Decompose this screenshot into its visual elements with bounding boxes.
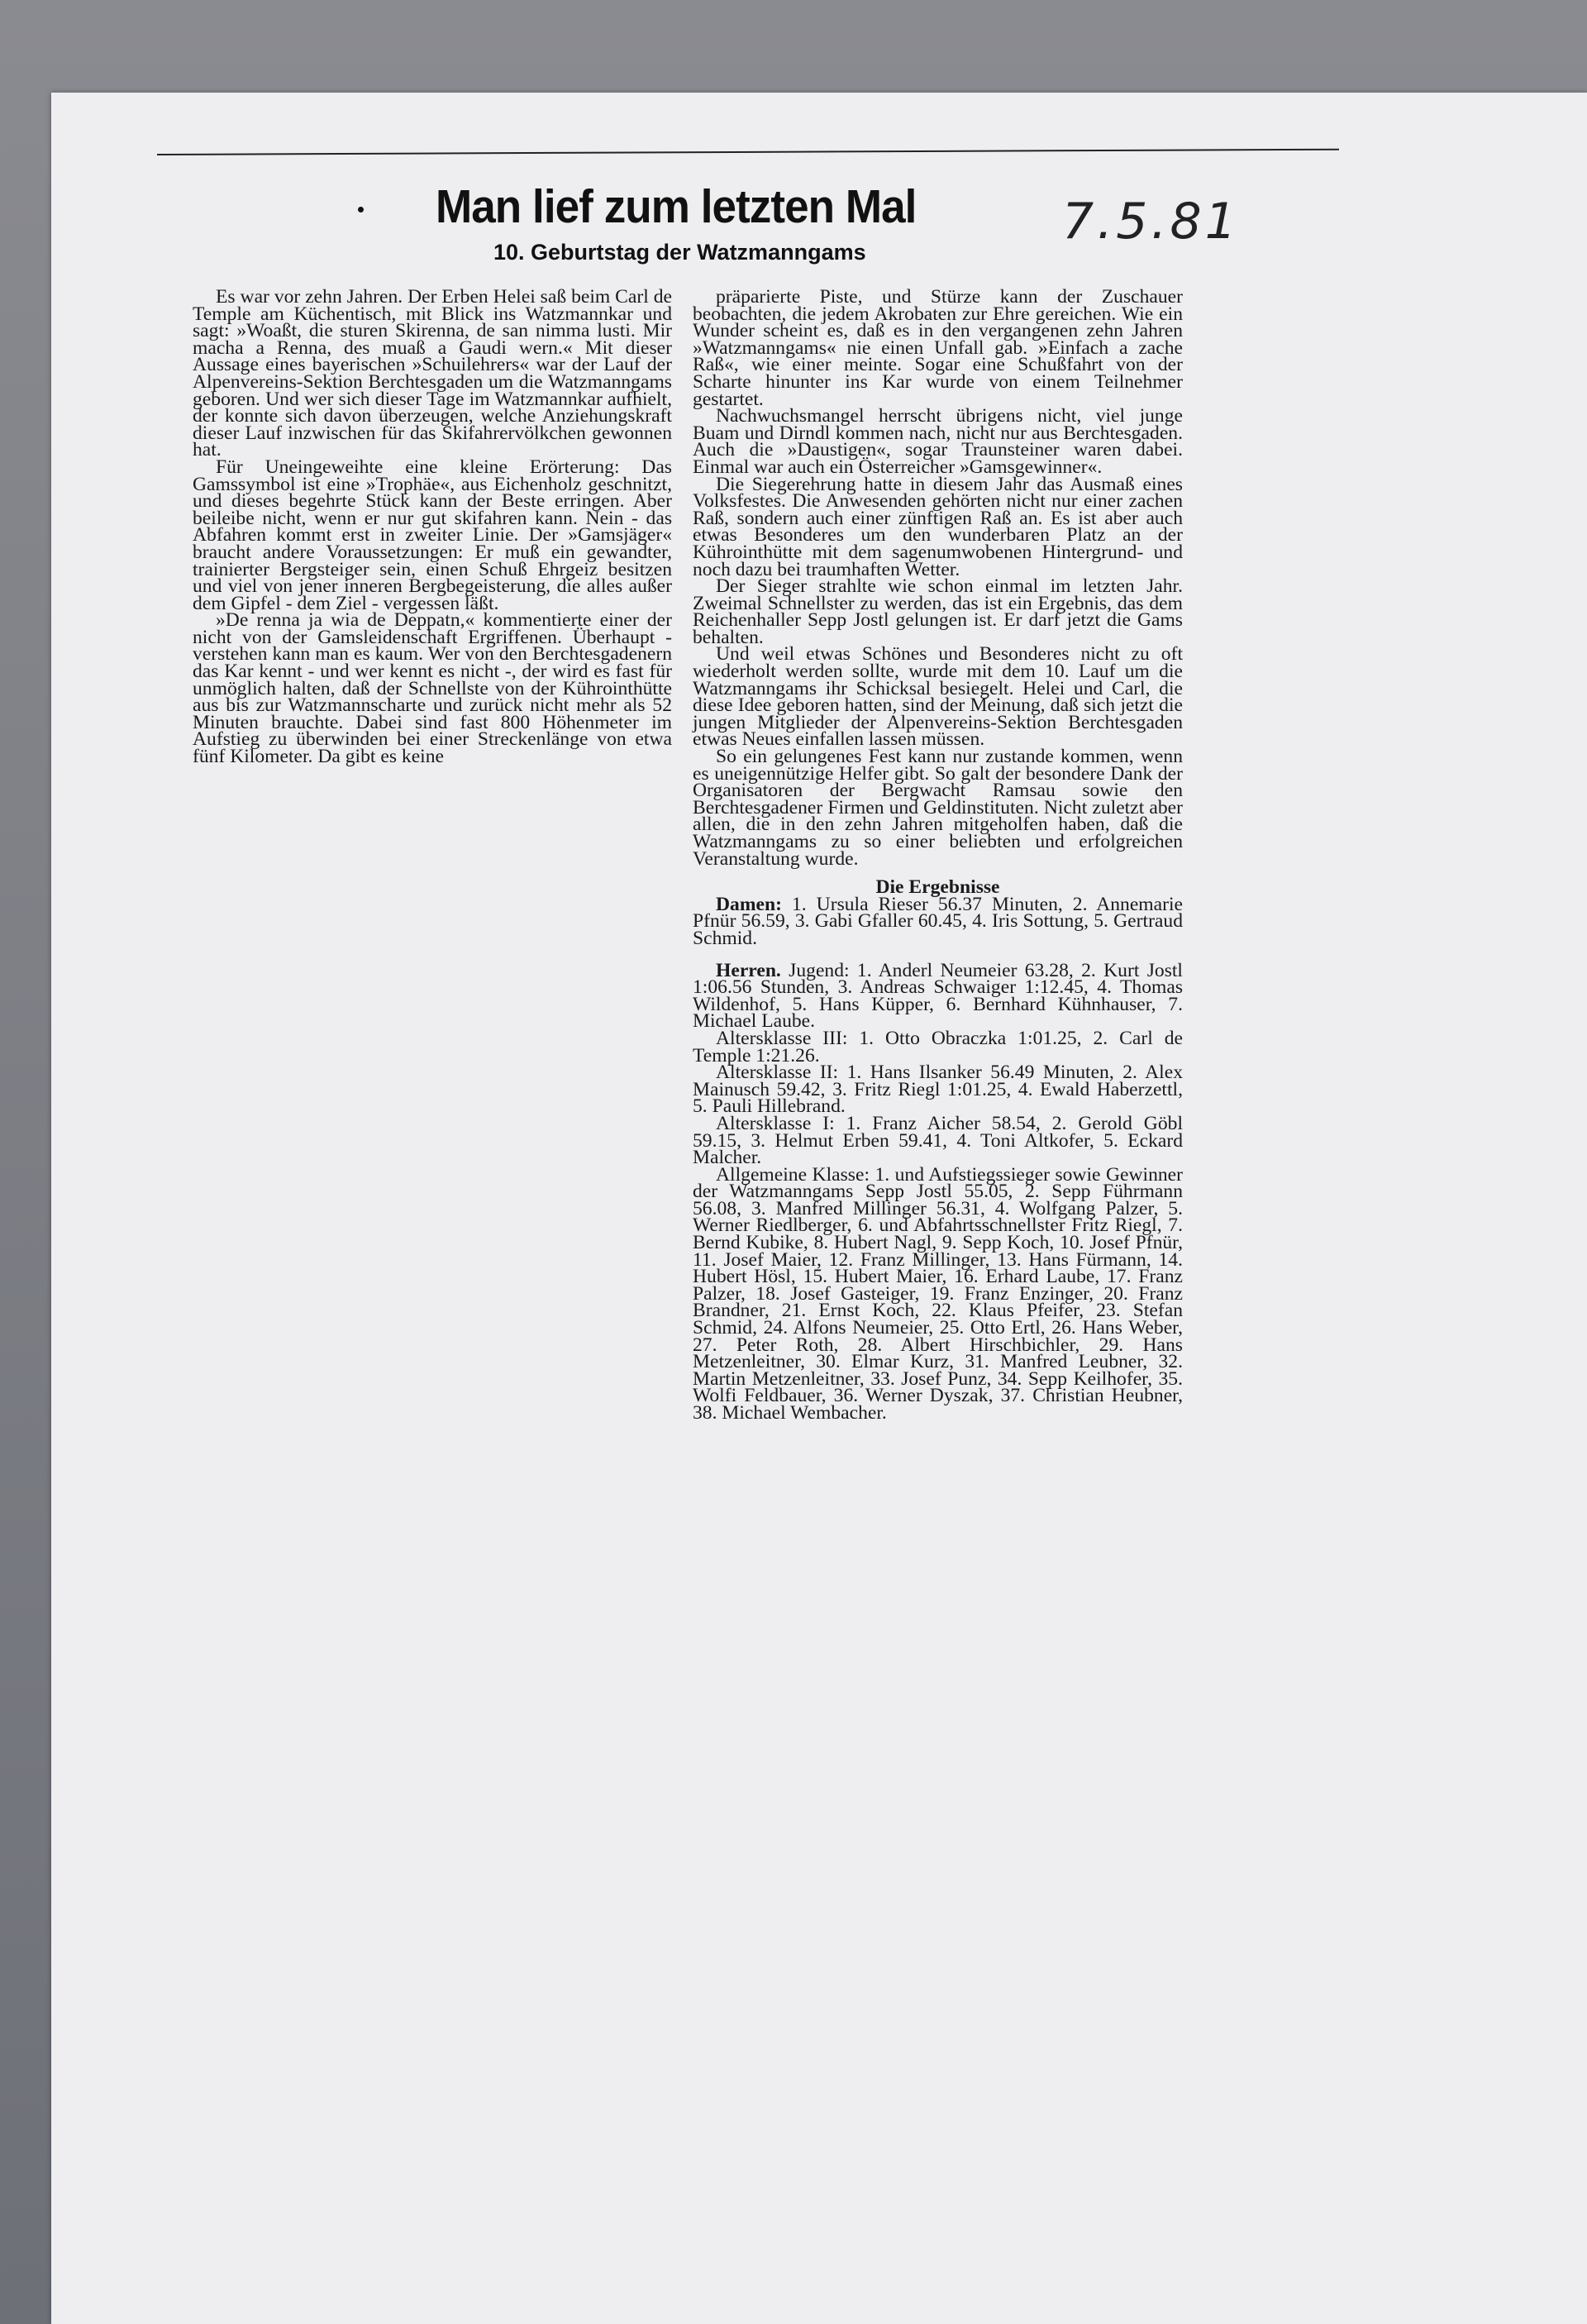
results-herren [693, 959, 1183, 1033]
paragraph: Die Siegerehrung hatte in diesem Jahr das Ausmaß eines Volksfestes. Die Anwesenden gehörten nicht nur einer zachen Raß, sondern auch einer zünftigen Raß an. Es ist aber auch etwas Besonderes um den wunderbaren Platz an der Kührointhütte mit dem sagenumwobenen Hintergrund- und noch dazu bei traumhaften Wetter. [693, 473, 1183, 580]
paragraph: »De renna ja wia de Deppatn,« kommentierte einer der nicht von der Gamsleidenschaft Ergriffenen. Überhaupt - verstehen kann man es kaum. Wer von den Berchtesgadenern das Kar kennt - und wer kennt es nicht -, der wird es fast für unmöglich halten, daß der Schnellste von der Kührointhütte aus bis zur Watzmannscharte und zurück nicht mehr als 52 Minuten brauchte. Dabei sind fast 800 Höhenmeter im Aufstieg zu überwinden bei einer Streckenlänge von etwa fünf Kilometer. Da gibt es keine [193, 609, 672, 768]
results-altersklasse-3: Altersklasse III: 1. Otto Obraczka 1:01.25, 2. Carl de Temple 1:21.26. [693, 1027, 1183, 1067]
article-subheadline: 10. Geburtstag der Watzmanngams [493, 240, 866, 265]
handwritten-date: 7.5.81 [1062, 193, 1240, 251]
paragraph: So ein gelungenes Fest kann nur zustande kommen, wenn es uneigennützige Helfer gibt. So galt der besondere Dank der Organisatoren der Bergwacht Ramsau sowie den Berchtesgadener Firmen und Geldinstituten. Nicht zuletzt aber allen, die in den zehn Jahren mitgeholfen haben, daß die Watzmanngams zu so einer beliebten und erfolgreichen Veranstaltung wurde. [693, 746, 1183, 870]
results-herren-label: Herren. [716, 959, 781, 981]
article-column-right [693, 286, 1184, 1424]
article-headline: Man lief zum letzten Mal [436, 180, 917, 233]
results-damen-label: Damen: [716, 893, 782, 915]
paragraph: präparierte Piste, und Stürze kann der Zuschauer beobachten, die jedem Akrobaten zur Ehre gereichen. Wie ein Wunder scheint es, daß es in den vergangenen zehn Jahren »Watzmanngams« nie einen Unfall gab. »Einfach a zache Raß«, wie einer meinte. Sogar eine Schußfahrt von der Scharte hinunter ins Kar wurde von einem Teilnehmer gestartet. [693, 286, 1183, 410]
paragraph: Für Uneingeweihte eine kleine Erörterung: Das Gamssymbol ist eine »Trophäe«, aus Eichenholz geschnitzt, und dieses begehrte Stück kann der Beste erringen. Aber beileibe nicht, wenn er nur gut skifahren kann. Nein - das Abfahren kommt erst in zweiter Linie. Der »Gamsjäger« braucht andere Voraussetzungen: Er muß ein gewandter, trainierter Bergsteiger sein, einen Schuß Ehrgeiz besitzen und viel von jener inneren Bergbegeisterung, die alles außer dem Gipfel - dem Ziel - vergessen läßt. [193, 456, 672, 614]
article-column-left [193, 286, 672, 768]
results-heading: Die Ergebnisse [875, 876, 1000, 899]
results-allgemeine-klasse: Allgemeine Klasse: 1. und Aufstiegssieger sowie Gewinner der Watzmanngams Sepp Jostl 55.05, 2. Sepp Führmann 56.08, 3. Manfred Millinger 56.31, 4. Wolfgang Palzer, 5. Werner Riedlberger, 6. und Abfahrtsschnellster Fritz Riegl, 7. Bernd Kubike, 8. Hubert Nagl, 9. Sepp Koch, 10. Josef Pfnür, 11. Josef Maier, 12. Franz Millinger, 13. Hans Fürmann, 14. Hubert Hösl, 15. Hubert Maier, 16. Erhard Laube, 17. Franz Palzer, 18. Josef Gasteiger, 19. Franz Enzinger, 20. Franz Brandner, 21. Ernst Koch, 22. Klaus Pfeifer, 23. Stefan Schmid, 24. Alfons Neumeier, 25. Otto Ertl, 26. Hans Weber, 27. Peter Roth, 28. Albert Hirschbichler, 29. Hans Metzenleitner, 30. Elmar Kurz, 31. Manfred Leubner, 32. Martin Metzenleitner, 33. Josef Punz, 34. Sepp Keilhofer, 35. Wolfi Feldbauer, 36. Werner Dyszak, 37. Christian Heubner, 38. Michael Wembacher. [693, 1163, 1183, 1424]
paragraph: Es war vor zehn Jahren. Der Erben Helei saß beim Carl de Temple am Küchentisch, mit Blick ins Watzmannkar und sagt: »Woaßt, die sturen Skirenna, de san nimma lusti. Mir macha a Renna, des muaß a Gaudi wern.« Mit dieser Aussage eines bayerischen »Schuilehrers« war der Lauf der Alpenvereins-Sektion Berchtesgaden um die Watzmanngams geboren. Und wer sich dieser Tage im Watzmannkar aufhielt, der konnte sich davon überzeugen, welche Anziehungskraft dieser Lauf inzwischen für das Skifahrervölkchen gewonnen hat. [193, 286, 672, 461]
results-altersklasse-2: Altersklasse II: 1. Hans Ilsanker 56.49 Minuten, 2. Alex Mainusch 59.42, 3. Fritz Riegl 1:01.25, 4. Ewald Haberzettl, 5. Pauli Hillebrand. [693, 1062, 1183, 1118]
paragraph: Nachwuchsmangel herrscht übrigens nicht, viel junge Buam und Dirndl kommen nach, nicht nur aus Berchtesgaden. Auch die »Daustigen«, sogar Traunsteiner waren dabei. Einmal war auch ein Österreicher »Gamsgewinner«. [693, 405, 1183, 478]
paragraph: Der Sieger strahlte wie schon einmal im letzten Jahr. Zweimal Schnellster zu werden, das ist ein Ergebnis, das dem Reichenhaller Sepp Jostl gelungen ist. Er darf jetzt die Gams behalten. [693, 575, 1183, 648]
bullet-mark [358, 207, 364, 212]
results-herren-text: Jugend: 1. Anderl Neumeier 63.28, 2. Kurt Jostl 1:06.56 Stunden, 3. Andreas Schwaiger 1:12.45, 4. Thomas Wildenhof, 5. Hans Küpper, 6. Bernhard Kühnhauser, 7. Michael Laube. [693, 959, 1183, 1033]
results-damen [693, 893, 1184, 949]
results-altersklasse-1: Altersklasse I: 1. Franz Aicher 58.54, 2. Gerold Göbl 59.15, 3. Helmut Erben 59.41, 4. Toni Altkofer, 5. Eckard Malcher. [693, 1112, 1183, 1169]
paragraph: Und weil etwas Schönes und Besonderes nicht zu oft wiederholt werden sollte, wurde mit dem 10. Lauf um die Watzmanngams ihr Schicksal besiegelt. Helei und Carl, die diese Idee geboren hatten, sind der Meinung, daß sich jetzt die jungen Mitglieder der Alpenvereins-Sektion Berchtesgaden etwas Neues einfallen lassen müssen. [693, 643, 1183, 751]
results-damen-text: 1. Ursula Rieser 56.37 Minuten, 2. Annemarie Pfnür 56.59, 3. Gabi Gfaller 60.45, 4. Iris Sottung, 5. Gertraud Schmid. [693, 893, 1184, 949]
